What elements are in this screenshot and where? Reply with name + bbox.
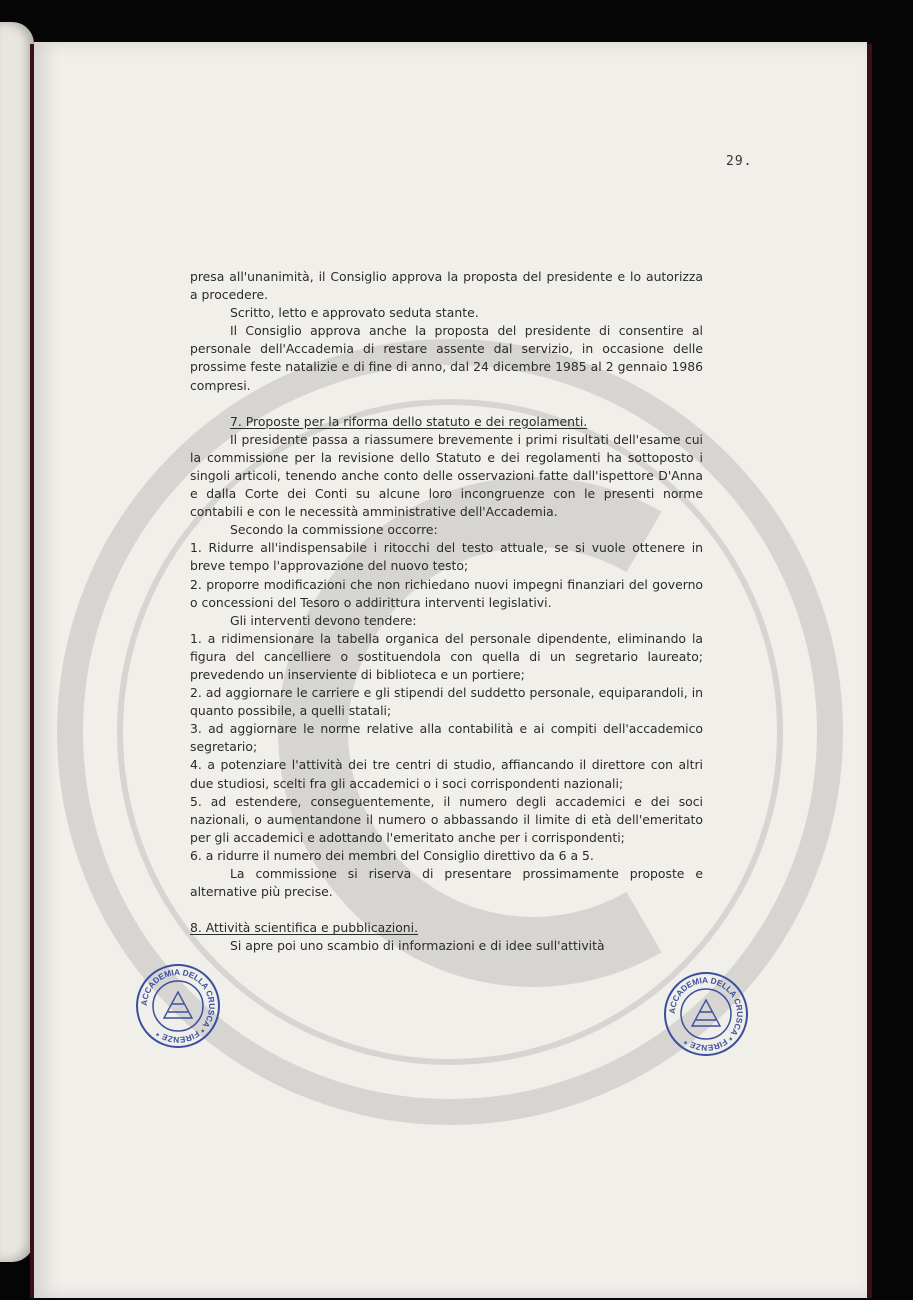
list-item: 6. a ridurre il numero dei membri del Consiglio direttivo da 6 a 5.: [190, 847, 594, 863]
paragraph: Secondo la commissione occorre:: [230, 522, 438, 538]
accademia-stamp-right: [662, 970, 750, 1058]
accademia-stamp-left: [134, 962, 222, 1050]
list-item: 3. ad aggiornare le norme relative alla contabilità e ai compiti dell'accademico segretario;: [190, 721, 703, 755]
paragraph: Si apre poi uno scambio di informazioni e di idee sull'attività: [230, 938, 605, 954]
left-page-edge: [0, 22, 34, 1262]
svg-text:ACCADEMIA DELLA CRUSCA * FIREN: ACCADEMIA DELLA CRUSCA * FIRENZE *: [138, 966, 218, 1046]
list-item: 1. a ridimensionare la tabella organica del personale dipendente, eliminando la figura del cancelliere o sostituendola con quella di un segretario laureato; prevedendo un inserviente di biblioteca e un portiere;: [190, 630, 703, 682]
page-number: 29.: [726, 154, 753, 169]
section-heading-text: 8. Attività scientifica e pubblicazioni.: [190, 920, 419, 936]
section-heading-8: [190, 919, 703, 937]
list-item: 1. Ridurre all'indispensabile i ritocchi del testo attuale, se si vuole ottenere in breve tempo l'approvazione del nuovo testo;: [190, 540, 703, 574]
paragraph: Scritto, letto e approvato seduta stante.: [230, 305, 479, 321]
document-page: [34, 42, 867, 1298]
paragraph: Gli interventi devono tendere:: [230, 612, 417, 628]
svg-text:ACCADEMIA DELLA CRUSCA * FIREN: ACCADEMIA DELLA CRUSCA * FIRENZE *: [666, 974, 746, 1054]
paragraph: Il presidente passa a riassumere brevemente i primi risultati dell'esame cui la commissione per la revisione dello Statuto e dei regolamenti ha sottoposto i singoli articoli, tenendo anche conto delle osservazioni fatte dall'ispettore D'Anna e dalla Corte dei Conti su alcune loro incongruenze con le presenti norme contabili e con le necessità amministrative dell'Accademia.: [190, 431, 703, 520]
list-item: 4. a potenziare l'attività dei tre centri di studio, affiancando il direttore con altri due studiosi, scelti fra gli accademici o i soci corrispondenti nazionali;: [190, 757, 703, 791]
paragraph: La commissione si riserva di presentare prossimamente proposte e alternative più precise.: [190, 866, 703, 900]
body-text: [190, 268, 703, 955]
paragraph: presa all'unanimità, il Consiglio approva la proposta del presidente e lo autorizza a procedere.: [190, 269, 703, 303]
list-item: 2. ad aggiornare le carriere e gli stipendi del suddetto personale, equiparandoli, in quanto possibile, a quelli statali;: [190, 685, 703, 719]
list-item: 2. proporre modificazioni che non richiedano nuovi impegni finanziari del governo o concessioni del Tesoro o addirittura interventi legislativi.: [190, 576, 703, 610]
section-heading-text: 7. Proposte per la riforma dello statuto e dei regolamenti.: [230, 413, 588, 429]
list-item: 5. ad estendere, conseguentemente, il numero degli accademici e dei soci nazionali, o aumentandone il numero o abbassando il limite di età dell'emeritato per gli accademici e adottando l'emeritato anche per i corrispondenti;: [190, 793, 703, 845]
section-heading-7: [190, 413, 703, 431]
paragraph: Il Consiglio approva anche la proposta del presidente di consentire al personale dell'Accademia di restare assente dal servizio, in occasione delle prossime feste natalizie e di fine di anno, dal 24 dicembre 1985 al 2 gennaio 1986 compresi.: [190, 323, 703, 393]
